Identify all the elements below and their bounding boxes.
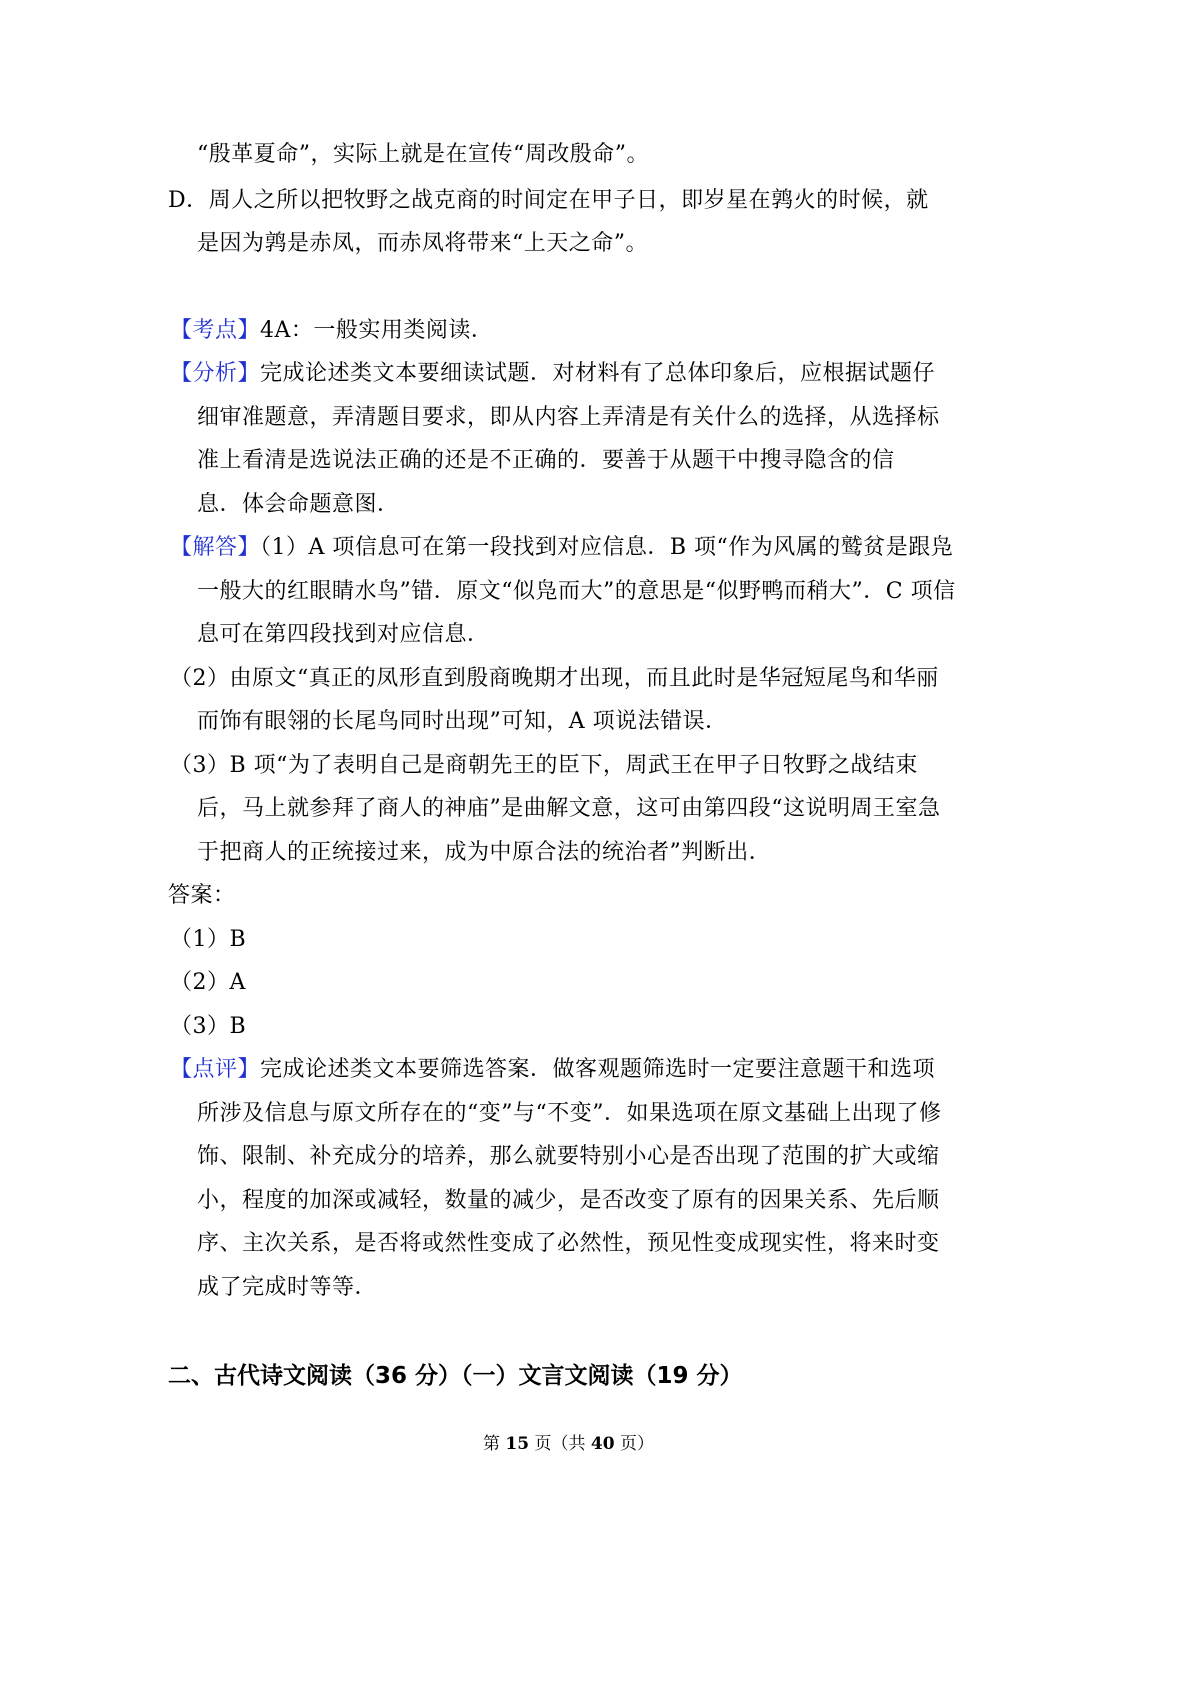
- fenxi-tag: 【分析】: [170, 361, 261, 386]
- dianping-line-4: 小，程度的加深或减轻，数量的减少，是否改变了原有的因果关系、先后顺: [197, 1188, 940, 1213]
- kaodian-tag: 【考点】: [170, 318, 261, 343]
- fenxi-text-1: 完成论述类文本要细读试题．对材料有了总体印象后，应根据试题仔: [260, 361, 936, 386]
- fenxi-line-4: 息．体会命题意图．: [197, 492, 400, 517]
- answers-label: 答案：: [168, 883, 236, 908]
- option-d-line-2: 是因为鹑是赤凤，而赤凤将带来“上天之命”。: [197, 231, 648, 256]
- jieda-text-1: （1）A 项信息可在第一段找到对应信息．B 项“作为风属的鹫贫是跟凫: [260, 535, 954, 560]
- jieda-line-3: 息可在第四段找到对应信息．: [197, 622, 490, 647]
- footer-page-number: 15: [505, 1434, 530, 1454]
- option-d-line-1: D．周人之所以把牧野之战克商的时间定在甲子日，即岁星在鹑火的时候，就: [168, 188, 929, 213]
- jieda-part2-line-1: （2）由原文“真正的凤形直到殷商晚期才出现，而且此时是华冠短尾鸟和华丽: [170, 666, 939, 691]
- option-c-continuation: “殷革夏命”，实际上就是在宣传“周改殷命”。: [197, 142, 649, 167]
- dianping-line-1: [170, 1055, 935, 1085]
- kaodian-text: 4A：一般实用类阅读．: [260, 318, 494, 343]
- dianping-text-1: 完成论述类文本要筛选答案．做客观题筛选时一定要注意题干和选项: [260, 1057, 936, 1082]
- fenxi-line-3: 准上看清是选说法正确的还是不正确的．要善于从题干中搜寻隐含的信: [197, 448, 895, 473]
- footer-suffix: 页）: [614, 1434, 654, 1454]
- footer-total-pages: 40: [590, 1434, 615, 1454]
- answer-item-3: （3）B: [170, 1014, 247, 1039]
- jieda-part3-line-2: 后，马上就参拜了商人的神庙”是曲解文意，这可由第四段“这说明周王室急: [197, 796, 941, 821]
- answer-item-1: （1）B: [170, 927, 247, 952]
- dianping-line-2: 所涉及信息与原文所存在的“变”与“不变”．如果选项在原文基础上出现了修: [197, 1101, 942, 1126]
- dianping-line-6: 成了完成时等等．: [197, 1275, 378, 1300]
- jieda-tag: 【解答】: [170, 535, 261, 560]
- jieda-part2-line-2: 而饰有眼翎的长尾鸟同时出现”可知，A 项说法错误．: [197, 709, 728, 734]
- footer-prefix: 第: [483, 1434, 506, 1454]
- jieda-part3-line-3: 于把商人的正统接过来，成为中原合法的统治者”判断出．: [197, 840, 772, 865]
- dianping-line-5: 序、主次关系，是否将或然性变成了必然性，预见性变成现实性，将来时变: [197, 1231, 940, 1256]
- kaodian-paragraph: [170, 316, 493, 346]
- jieda-part3-line-1: （3）B 项“为了表明自己是商朝先王的臣下，周武王在甲子日牧野之战结束: [170, 753, 918, 778]
- jieda-line-2: 一般大的红眼睛水鸟”错．原文“似凫而大”的意思是“似野鸭而稍大”．C 项信: [197, 579, 956, 604]
- answer-item-2: （2）A: [170, 970, 246, 995]
- dianping-line-3: 饰、限制、补充成分的培养，那么就要特别小心是否出现了范围的扩大或缩: [197, 1144, 940, 1169]
- footer-middle: 页（共: [529, 1434, 591, 1454]
- page-footer: [483, 1433, 654, 1455]
- fenxi-line-1: [170, 359, 935, 389]
- section-heading: 二、古代诗文阅读（36 分）（一）文言文阅读（19 分）: [168, 1363, 743, 1389]
- dianping-tag: 【点评】: [170, 1057, 261, 1082]
- fenxi-line-2: 细审准题意，弄清题目要求，即从内容上弄清是有关什么的选择，从选择标: [197, 405, 940, 430]
- jieda-line-1: [170, 533, 953, 563]
